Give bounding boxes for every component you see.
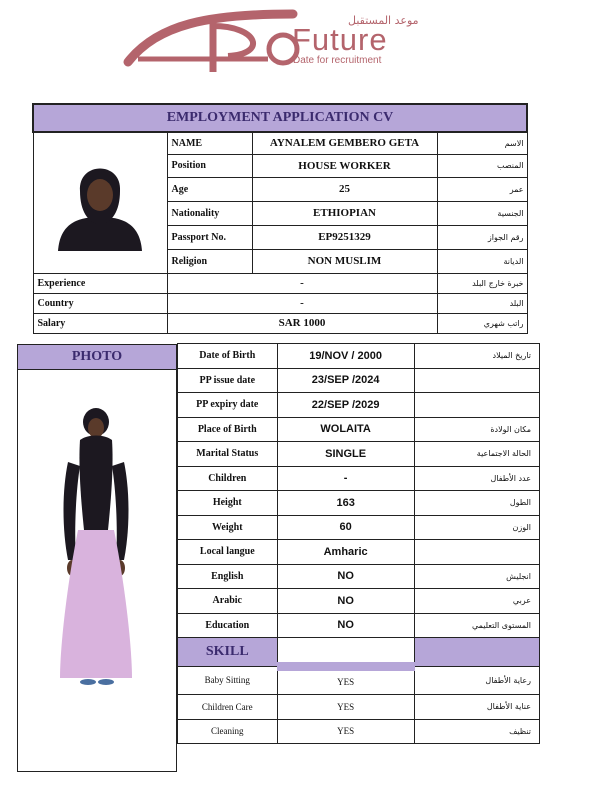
skill-children-care-label: Children Care — [178, 695, 278, 720]
skill-children-care-value: YES — [277, 695, 414, 720]
country-label: Country — [33, 293, 167, 313]
dob-value: 19/NOV / 2000 — [277, 344, 414, 369]
weight-value: 60 — [277, 515, 414, 540]
local-language-label: Local langue — [178, 540, 278, 565]
skill-header-spacer — [277, 638, 414, 667]
position-value: HOUSE WORKER — [252, 154, 437, 177]
salary-arabic: راتب شهري — [437, 313, 527, 333]
marital-status-label: Marital Status — [178, 442, 278, 467]
pp-expiry-arabic — [414, 393, 539, 418]
skill-cleaning-label: Cleaning — [178, 719, 278, 744]
country-value: - — [167, 293, 437, 313]
position-label: Position — [167, 154, 252, 177]
children-arabic: عدد الأطفال — [414, 466, 539, 491]
nationality-value: ETHIOPIAN — [252, 201, 437, 225]
skill-header: SKILL — [178, 638, 278, 667]
brand-tagline: Date for recruitment — [293, 55, 382, 66]
education-arabic: المستوى التعليمي — [414, 613, 539, 638]
portrait-photo — [33, 132, 167, 273]
place-of-birth-arabic: مكان الولادة — [414, 417, 539, 442]
religion-arabic: الديانة — [437, 249, 527, 273]
photo-header: PHOTO — [18, 345, 176, 370]
nationality-label: Nationality — [167, 201, 252, 225]
education-label: Education — [178, 613, 278, 638]
height-label: Height — [178, 491, 278, 516]
children-value: - — [277, 466, 414, 491]
local-language-arabic — [414, 540, 539, 565]
brand-arabic-name: موعد المستقبل — [348, 14, 419, 27]
cv-title: EMPLOYMENT APPLICATION CV — [33, 104, 527, 132]
country-arabic: البلد — [437, 293, 527, 313]
brand-name: Future — [292, 22, 388, 57]
religion-label: Religion — [167, 249, 252, 273]
height-arabic: الطول — [414, 491, 539, 516]
english-label: English — [178, 564, 278, 589]
passport-value: EP9251329 — [252, 225, 437, 249]
religion-value: NON MUSLIM — [252, 249, 437, 273]
skill-cleaning-arabic: تنظيف — [414, 719, 539, 744]
nationality-arabic: الجنسية — [437, 201, 527, 225]
pp-issue-label: PP issue date — [178, 368, 278, 393]
height-value: 163 — [277, 491, 414, 516]
experience-label: Experience — [33, 273, 167, 293]
skill-header-bar — [414, 638, 539, 667]
pp-expiry-label: PP expiry date — [178, 393, 278, 418]
pp-expiry-value: 22/SEP /2029 — [277, 393, 414, 418]
place-of-birth-label: Place of Birth — [178, 417, 278, 442]
age-label: Age — [167, 177, 252, 201]
place-of-birth-value: WOLAITA — [277, 417, 414, 442]
name-label: NAME — [167, 132, 252, 154]
english-arabic: انجليش — [414, 564, 539, 589]
full-body-photo-panel — [17, 344, 177, 772]
dob-arabic: تاريخ الميلاد — [414, 344, 539, 369]
dob-label: Date of Birth — [178, 344, 278, 369]
experience-value: - — [167, 273, 437, 293]
name-value: AYNALEM GEMBERO GETA — [252, 132, 437, 154]
cv-summary-table — [32, 103, 528, 334]
position-arabic: المنصب — [437, 154, 527, 177]
salary-value: SAR 1000 — [167, 313, 437, 333]
skill-children-care-arabic: عناية الأطفال — [414, 695, 539, 720]
name-arabic: الاسم — [437, 132, 527, 154]
children-label: Children — [178, 466, 278, 491]
marital-status-value: SINGLE — [277, 442, 414, 467]
english-value: NO — [277, 564, 414, 589]
full-body-photo-icon — [18, 370, 176, 770]
experience-arabic: خبرة خارج البلد — [437, 273, 527, 293]
weight-label: Weight — [178, 515, 278, 540]
age-value: 25 — [252, 177, 437, 201]
pp-issue-arabic — [414, 368, 539, 393]
education-value: NO — [277, 613, 414, 638]
skill-baby-sitting-label: Baby Sitting — [178, 666, 278, 695]
age-arabic: عمر — [437, 177, 527, 201]
weight-arabic: الوزن — [414, 515, 539, 540]
skill-baby-sitting-value: YES — [277, 666, 414, 695]
arabic-arabic: عربي — [414, 589, 539, 614]
passport-label: Passport No. — [167, 225, 252, 249]
marital-status-arabic: الحالة الاجتماعية — [414, 442, 539, 467]
arabic-value: NO — [277, 589, 414, 614]
portrait-icon — [50, 151, 150, 251]
logo-mark-icon — [118, 4, 308, 84]
salary-label: Salary — [33, 313, 167, 333]
skill-baby-sitting-arabic: رعاية الأطفال — [414, 666, 539, 695]
details-table — [177, 343, 540, 744]
arabic-label: Arabic — [178, 589, 278, 614]
local-language-value: Amharic — [277, 540, 414, 565]
skill-cleaning-value: YES — [277, 719, 414, 744]
passport-arabic: رقم الجواز — [437, 225, 527, 249]
pp-issue-value: 23/SEP /2024 — [277, 368, 414, 393]
